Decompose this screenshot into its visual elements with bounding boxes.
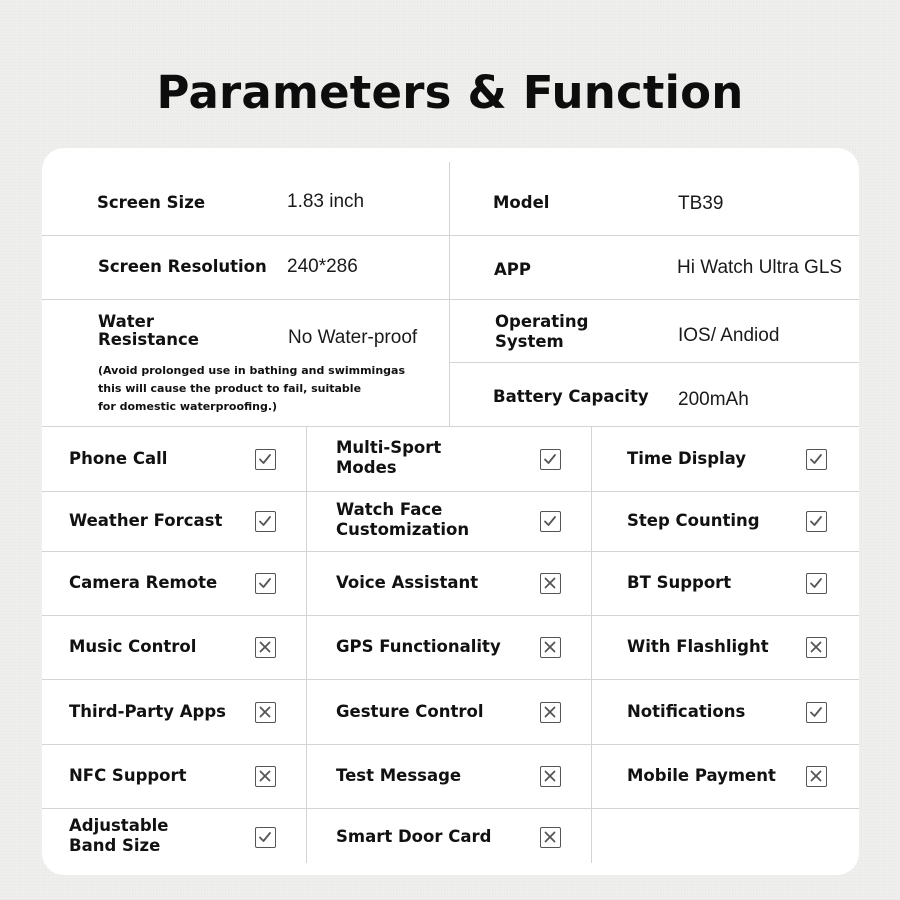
feature-label: Weather Forcast	[69, 511, 223, 530]
divider	[42, 679, 859, 680]
divider	[42, 615, 859, 616]
feature-label: Third-Party Apps	[69, 701, 226, 721]
water-resistance-value: No Water-proof	[288, 327, 418, 348]
battery-capacity-value: 200mAh	[678, 389, 749, 410]
check-icon	[806, 449, 827, 470]
divider	[42, 299, 859, 300]
cross-icon	[540, 766, 561, 787]
app-label: APP	[494, 260, 531, 279]
feature-label: Multi-Sport	[336, 437, 442, 457]
check-icon	[255, 827, 276, 848]
feature-label: Gesture Control	[336, 701, 484, 721]
feature-label: Time Display	[627, 448, 747, 468]
cross-icon	[255, 637, 276, 658]
divider	[42, 744, 859, 745]
feature-label: NFC Support	[69, 766, 187, 785]
feature-label: Music Control	[69, 637, 197, 656]
divider	[591, 426, 592, 863]
feature-label: Mobile Payment	[627, 766, 776, 785]
feature-label: Adjustable	[69, 815, 169, 835]
cross-icon	[540, 702, 561, 723]
feature-label: Step Counting	[627, 511, 760, 530]
feature-label: Phone Call	[69, 448, 168, 468]
feature-label: Notifications	[627, 701, 746, 721]
divider	[42, 491, 859, 492]
screen-resolution-value: 240*286	[287, 256, 358, 277]
divider	[306, 426, 307, 863]
water-resistance-label: Water	[98, 312, 154, 331]
spec-card	[42, 148, 859, 875]
feature-label: GPS Functionality	[336, 637, 501, 656]
screen-size-label: Screen Size	[97, 193, 206, 212]
screen-resolution-label: Screen Resolution	[98, 257, 267, 276]
water-resistance-note: for domestic waterproofing.)	[98, 400, 278, 413]
divider	[42, 551, 859, 552]
model-value: TB39	[678, 193, 724, 214]
check-icon	[806, 573, 827, 594]
check-icon	[806, 702, 827, 723]
feature-label: With Flashlight	[627, 637, 769, 656]
cross-icon	[255, 702, 276, 723]
divider	[42, 426, 859, 427]
check-icon	[255, 573, 276, 594]
feature-label: Voice Assistant	[336, 573, 479, 592]
feature-label: BT Support	[627, 573, 732, 592]
cross-icon	[540, 573, 561, 594]
check-icon	[806, 511, 827, 532]
feature-label: Band Size	[69, 835, 161, 855]
operating-system-value: IOS/ Andiod	[678, 325, 780, 346]
divider	[42, 808, 859, 809]
check-icon	[540, 449, 561, 470]
divider	[450, 362, 859, 363]
battery-capacity-label: Battery Capacity	[493, 387, 649, 406]
screen-size-value: 1.83 inch	[287, 191, 365, 212]
app-value: Hi Watch Ultra GLS	[677, 257, 843, 278]
operating-system-label: Operating	[495, 312, 589, 331]
cross-icon	[806, 637, 827, 658]
feature-label: Customization	[336, 520, 470, 539]
feature-label: Smart Door Card	[336, 826, 492, 846]
cross-icon	[540, 827, 561, 848]
divider	[42, 235, 859, 236]
check-icon	[255, 511, 276, 532]
feature-label: Test Message	[336, 766, 462, 785]
divider	[449, 162, 450, 426]
cross-icon	[806, 766, 827, 787]
feature-label: Modes	[336, 457, 397, 477]
cross-icon	[540, 637, 561, 658]
cross-icon	[255, 766, 276, 787]
model-label: Model	[493, 193, 550, 212]
page-title: Parameters & Function	[156, 66, 744, 119]
feature-label: Camera Remote	[69, 573, 218, 592]
feature-label: Watch Face	[336, 500, 443, 519]
operating-system-label: System	[495, 332, 564, 351]
water-resistance-note: this will cause the product to fail, suitable	[98, 382, 362, 395]
check-icon	[540, 511, 561, 532]
water-resistance-label: Resistance	[98, 330, 199, 349]
water-resistance-note: (Avoid prolonged use in bathing and swimmingas	[98, 364, 406, 377]
check-icon	[255, 449, 276, 470]
